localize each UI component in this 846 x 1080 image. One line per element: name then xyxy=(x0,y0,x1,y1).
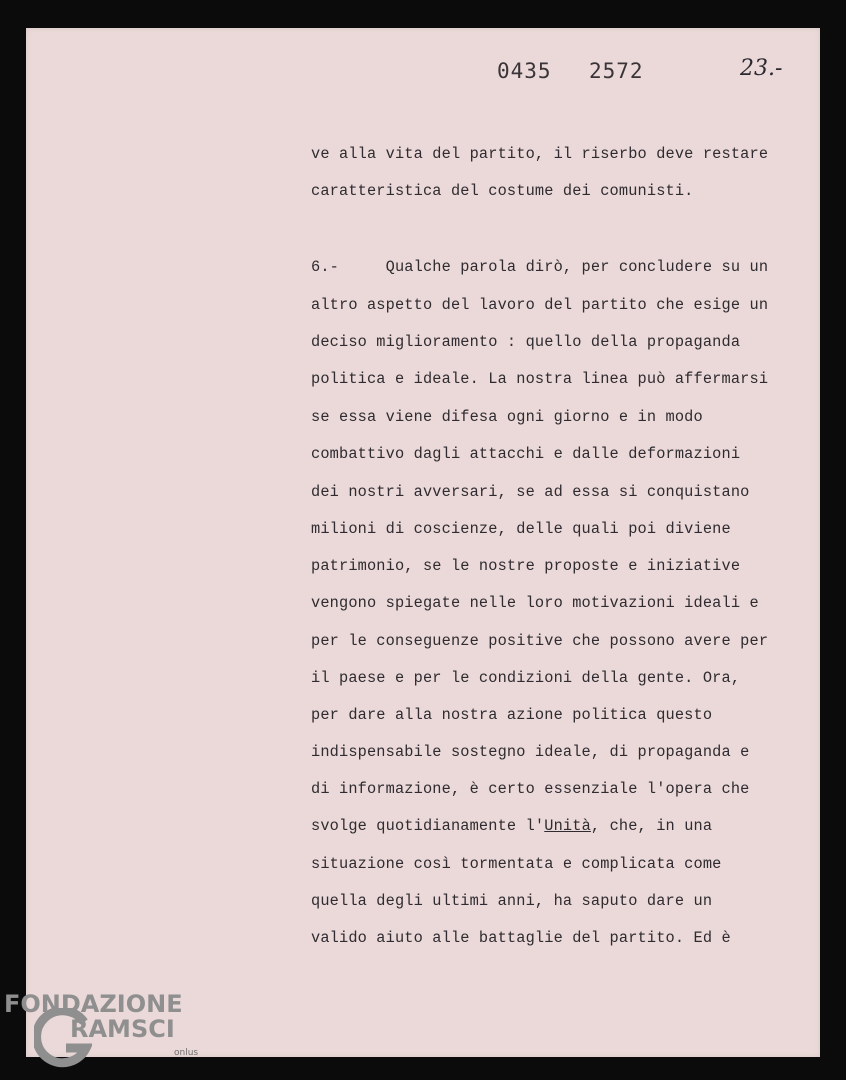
text-line: dei nostri avversari, se ad essa si conquistano xyxy=(311,483,750,501)
text-line: per dare alla nostra azione politica questo xyxy=(311,706,713,724)
watermark-logo xyxy=(4,990,214,1070)
text-line: il paese e per le condizioni della gente. Ora, xyxy=(311,669,741,687)
text-line: situazione così tormentata e complicata come xyxy=(311,855,722,873)
watermark-line-2: RAMSCI xyxy=(70,1015,175,1043)
text-line: di informazione, è certo essenziale l'opera che xyxy=(311,780,750,798)
watermark-small: onlus xyxy=(174,1048,199,1058)
text-line: deciso miglioramento : quello della propaganda xyxy=(311,333,741,351)
text-line: altro aspetto del lavoro del partito che esige un xyxy=(311,296,769,314)
document-number-2: 2572 xyxy=(589,59,644,83)
text-line: ve alla vita del partito, il riserbo deve restare xyxy=(311,145,769,163)
page-number: 23.- xyxy=(740,56,783,81)
text-line: caratteristica del costume dei comunisti. xyxy=(311,182,694,200)
newspaper-title: Unità xyxy=(544,817,591,835)
text-line: valido aiuto alle battaglie del partito. Ed è xyxy=(311,929,731,947)
text-line: indispensabile sostegno ideale, di propaganda e xyxy=(311,743,750,761)
text-line: combattivo dagli attacchi e dalle deformazioni xyxy=(311,445,741,463)
text-line: quella degli ultimi anni, ha saputo dare un xyxy=(311,892,713,910)
text-line xyxy=(311,817,712,835)
text-line-start: svolge quotidianamente l' xyxy=(311,817,545,835)
document-number-1: 0435 xyxy=(497,59,552,83)
text-line: milioni di coscienze, delle quali poi diviene xyxy=(311,520,731,538)
text-line: 6.- Qualche parola dirò, per concludere su un xyxy=(311,258,769,276)
text-line: vengono spiegate nelle loro motivazioni ideali e xyxy=(311,594,759,612)
text-line: se essa viene difesa ogni giorno e in modo xyxy=(311,408,703,426)
text-line: politica e ideale. La nostra linea può affermarsi xyxy=(311,370,769,388)
text-line-end: , che, in una xyxy=(590,817,713,835)
text-line: per le conseguenze positive che possono avere per xyxy=(311,632,769,650)
text-line: patrimonio, se le nostre proposte e iniziative xyxy=(311,557,741,575)
watermark-line-1: FONDAZIONE xyxy=(4,990,183,1018)
